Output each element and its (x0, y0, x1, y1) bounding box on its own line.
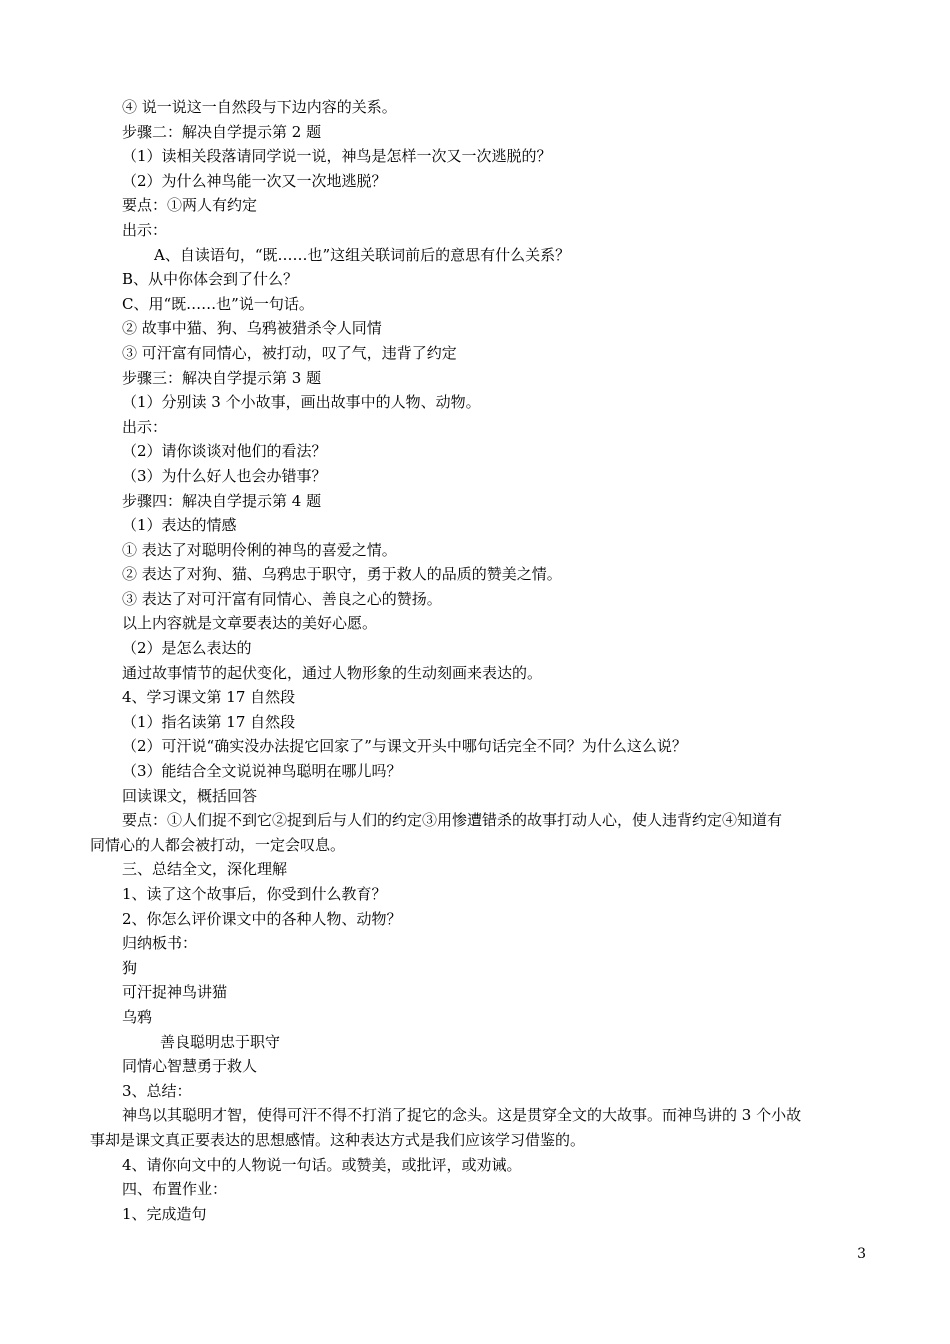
text-line: 神鸟以其聪明才智，使得可汗不得不打消了捉它的念头。这是贯穿全文的大故事。而神鸟讲的 3 个小故 (122, 1106, 802, 1125)
text-line: 通过故事情节的起伏变化，通过人物形象的生动刻画来表达的。 (122, 663, 543, 682)
section-heading: 四、布置作业： (122, 1180, 228, 1199)
text-line: 3、总结： (122, 1081, 192, 1100)
text-line: ③ 可汗富有同情心，被打动，叹了气，违背了约定 (122, 343, 457, 362)
board-summary-line: 乌鸦 (122, 1007, 153, 1026)
text-line: （2）为什么神鸟能一次又一次地逃脱？ (122, 171, 387, 190)
text-line: ① 表达了对聪明伶俐的神鸟的喜爱之情。 (122, 540, 397, 559)
text-line: A、自读语句，“既……也”这组关联词前后的意思有什么关系？ (154, 245, 571, 264)
text-line: 归纳板书： (122, 934, 198, 953)
text-line: 1、完成造句 (122, 1204, 207, 1223)
text-line: ② 故事中猫、狗、乌鸦被猎杀令人同情 (122, 319, 382, 338)
board-summary-line: 狗 (122, 958, 138, 977)
text-line: （2）是怎么表达的 (122, 639, 252, 658)
board-summary-line: 可汗捉神鸟讲猫 (122, 983, 228, 1002)
text-line: ④ 说一说这一自然段与下边内容的关系。 (122, 98, 397, 116)
text-line: 出示： (122, 417, 168, 436)
text-line: B、从中你体会到了什么？ (122, 270, 299, 289)
document-body (0, 95, 950, 1226)
text-line: C、用“既……也”说一句话。 (122, 294, 314, 313)
text-line: 回读课文，概括回答 (122, 786, 258, 805)
text-line: （1）分别读 3 个小故事，画出故事中的人物、动物。 (122, 393, 481, 412)
text-line: ② 表达了对狗、猫、乌鸦忠于职守，勇于救人的品质的赞美之情。 (122, 565, 562, 584)
section-heading: 三、总结全文，深化理解 (122, 860, 288, 879)
step-heading: 步骤二：解决自学提示第 2 题 (122, 122, 322, 141)
text-line: （2）请你谈谈对他们的看法？ (122, 442, 327, 461)
text-line: 出示： (122, 220, 168, 239)
text-line: 2、你怎么评价课文中的各种人物、动物？ (122, 909, 402, 928)
text-line: 1、读了这个故事后，你受到什么教育？ (122, 885, 387, 903)
text-line: 同情心的人都会被打动，一定会叹息。 (90, 835, 346, 854)
board-summary-line: 同情心智慧勇于救人 (122, 1057, 258, 1076)
text-line: （1）读相关段落请同学说一说，神鸟是怎样一次又一次逃脱的？ (122, 147, 552, 166)
section-heading: 4、学习课文第 17 自然段 (122, 688, 296, 707)
text-line: （1）指名读第 17 自然段 (122, 712, 296, 731)
text-line: ③ 表达了对可汗富有同情心、善良之心的赞扬。 (122, 589, 442, 608)
step-heading: 步骤三：解决自学提示第 3 题 (122, 368, 322, 387)
step-heading: 步骤四：解决自学提示第 4 题 (122, 491, 322, 510)
text-line: 事却是课文真正要表达的思想感情。这种表达方式是我们应该学习借鉴的。 (90, 1130, 586, 1149)
text-line: 以上内容就是文章要表达的美好心愿。 (122, 614, 378, 633)
text-line: （3）为什么好人也会办错事？ (122, 466, 327, 485)
text-line: 4、请你向文中的人物说一句话。或赞美，或批评，或劝诫。 (122, 1155, 522, 1174)
text-line: （3）能结合全文说说神鸟聪明在哪儿吗？ (122, 762, 402, 781)
board-summary-line: 善良聪明忠于职守 (160, 1032, 281, 1051)
page-number: 3 (857, 1246, 866, 1262)
text-line: 要点：①两人有约定 (122, 196, 258, 215)
text-line: （1）表达的情感 (122, 516, 237, 535)
text-line: （2）可汗说“确实没办法捉它回家了”与课文开头中哪句话完全不同？为什么这么说？ (122, 737, 687, 756)
text-line: 要点：①人们捉不到它②捉到后与人们的约定③用惨遭错杀的故事打动人心，使人违背约定④知道有 (122, 811, 783, 830)
